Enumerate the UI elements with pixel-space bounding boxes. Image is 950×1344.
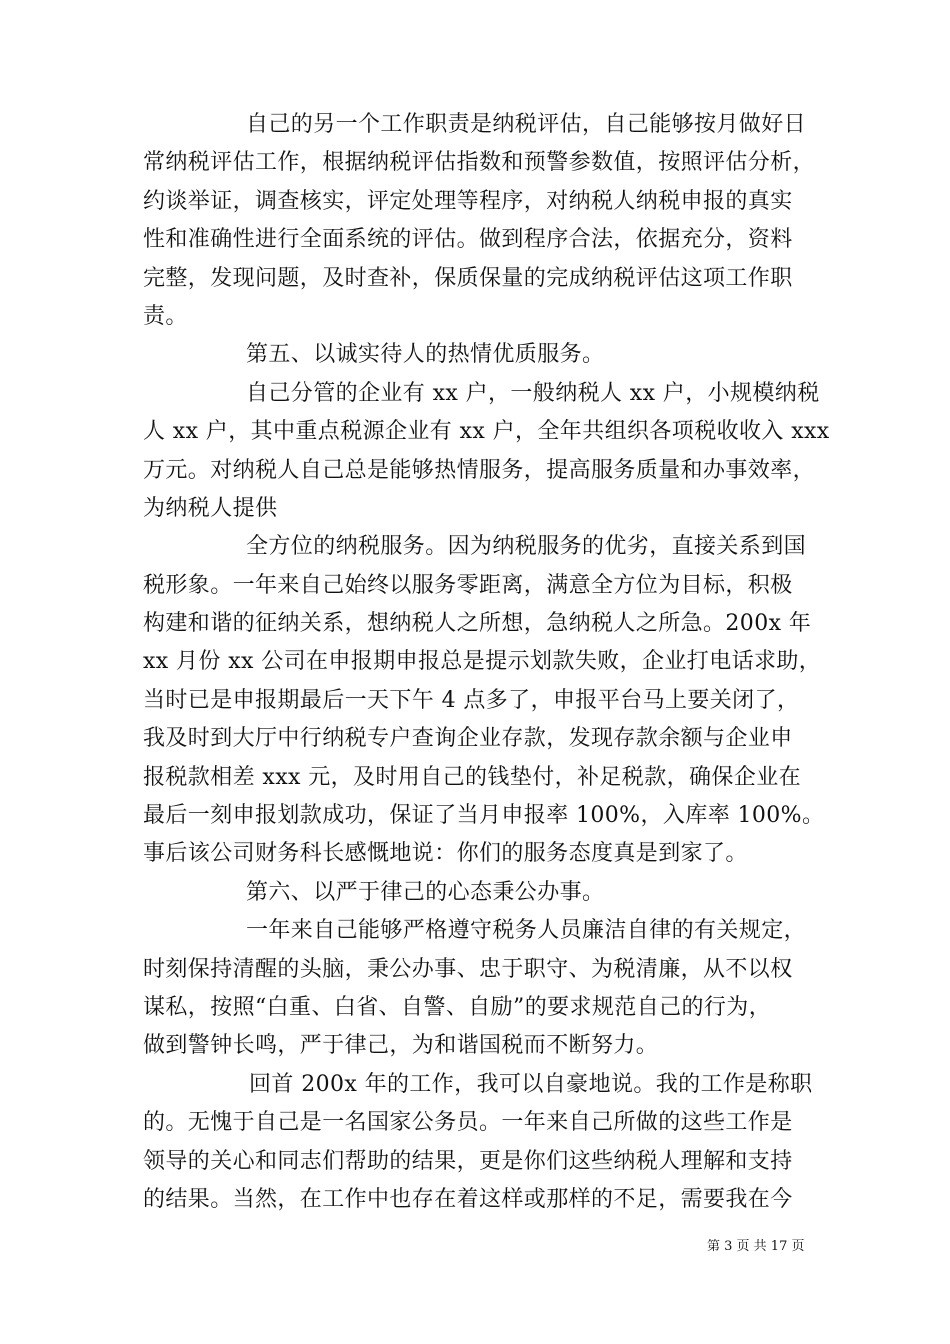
text-line: 常纳税评估工作，根据纳税评估指数和预警参数值，按照评估分析， bbox=[143, 150, 816, 176]
text-line: 构建和谐的征纳关系，想纳税人之所想，急纳税人之所急。200x 年 bbox=[143, 611, 812, 637]
text-line: 的。无愧于自己是一名国家公务员。一年来自己所做的这些工作是 bbox=[143, 1110, 793, 1136]
text-line: 完整，发现问题，及时查补，保质保量的完成纳税评估这项工作职 bbox=[143, 265, 793, 291]
section-heading: 第六、以严于律己的心态秉公办事。 bbox=[246, 879, 605, 905]
text-line: 自己的另一个工作职责是纳税评估，自己能够按月做好日 bbox=[246, 112, 807, 137]
text-line: 最后一刻申报划款成功，保证了当月申报率 100%，入库率 100%。 bbox=[143, 803, 825, 829]
text-line: 回首 200x 年的工作，我可以自豪地说。我的工作是称职 bbox=[249, 1071, 813, 1097]
text-line: 事后该公司财务科长感慨地说：你们的服务态度真是到家了。 bbox=[143, 841, 748, 867]
text-line: 当时已是申报期最后一天下午 4 点多了，申报平台马上要关闭了， bbox=[143, 687, 800, 713]
text-line: 人 xx 户，其中重点税源企业有 xx 户，全年共组织各项税收收入 xxx bbox=[143, 419, 830, 445]
text-line: 的结果。当然，在工作中也存在着这样或那样的不足，需要我在今 bbox=[143, 1186, 793, 1212]
text-line: 做到警钟长鸣，严于律己，为和谐国税而不断努力。 bbox=[143, 1033, 659, 1059]
text-line: 领导的关心和同志们帮助的结果，更是你们这些纳税人理解和支持 bbox=[143, 1148, 793, 1174]
section-heading: 第五、以诚实待人的热情优质服务。 bbox=[246, 342, 605, 368]
text-line: 万元。对纳税人自己总是能够热情服务，提高服务质量和办事效率， bbox=[143, 457, 816, 483]
text-line: 自己分管的企业有 xx 户，一般纳税人 xx 户，小规模纳税 bbox=[246, 380, 820, 406]
text-line: 责。 bbox=[143, 303, 188, 329]
page-number-footer: 第 3 页 共 17 页 bbox=[707, 1239, 805, 1254]
text-line: 约谈举证，调查核实，评定处理等程序，对纳税人纳税申报的真实 bbox=[143, 188, 793, 214]
text-line: 报税款相差 xxx 元，及时用自己的钱垫付，补足税款，确保企业在 bbox=[143, 764, 802, 790]
text-line: 我及时到大厅中行纳税专户查询企业存款，发现存款余额与企业申 bbox=[143, 726, 793, 752]
text-line: 时刻保持清醒的头脑，秉公办事、忠于职守、为税清廉，从不以权 bbox=[143, 956, 793, 982]
text-line: 一年来自己能够严格遵守税务人员廉洁自律的有关规定， bbox=[246, 918, 807, 944]
text-line: xx 月份 xx 公司在申报期申报总是提示划款失败，企业打电话求助， bbox=[143, 649, 822, 675]
text-line: 税形象。一年来自己始终以服务零距离，满意全方位为目标，积极 bbox=[143, 572, 793, 598]
text-line: 为纳税人提供 bbox=[143, 495, 278, 521]
text-line: 全方位的纳税服务。因为纳税服务的优劣，直接关系到国 bbox=[246, 534, 807, 560]
document-body bbox=[143, 106, 830, 1219]
text-line: 谋私，按照“白重、白省、自警、自励”的要求规范自己的行为， bbox=[143, 994, 772, 1020]
text-line: 性和准确性进行全面系统的评估。做到程序合法，依据充分，资料 bbox=[143, 227, 793, 253]
